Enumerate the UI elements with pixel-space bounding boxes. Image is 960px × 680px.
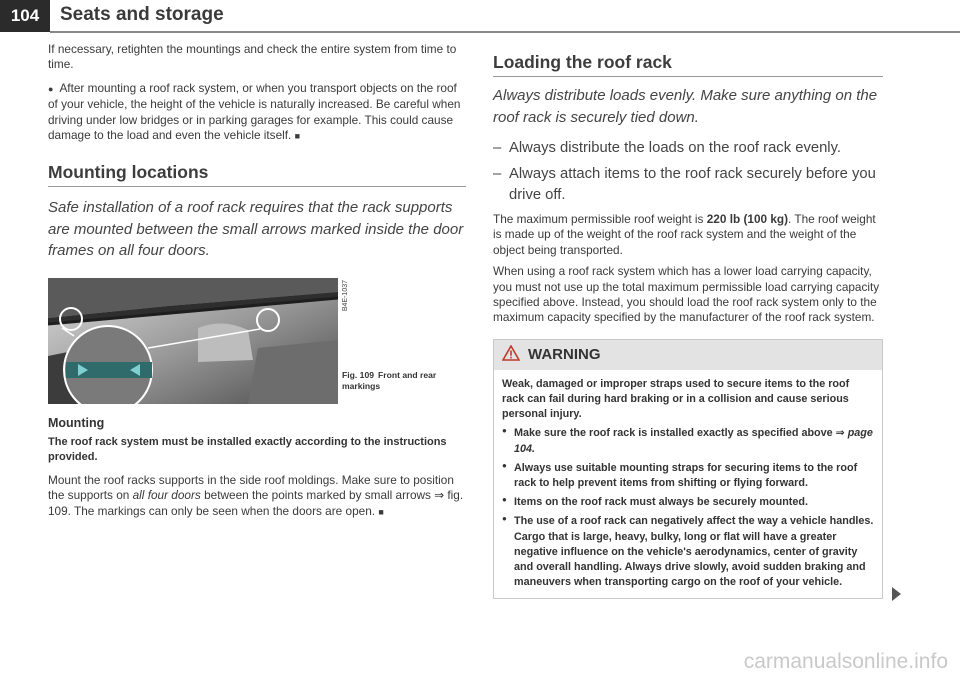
list-item	[493, 164, 883, 206]
figure-code	[342, 280, 349, 311]
warning-body	[494, 370, 882, 599]
warning-intro: Weak, damaged or improper straps used to secure items to the roof rack can fail during hard braking or in a collision and cause serious personal injury.	[502, 377, 850, 421]
figure-caption-text: Front and rear markings	[342, 369, 437, 391]
page-link[interactable]: ⇒ page 104.	[514, 427, 873, 455]
left-column	[48, 42, 466, 520]
end-mark: ■	[378, 506, 384, 517]
mounting-bold-paragraph: The roof rack system must be installed exactly according to the instructions provided.	[48, 435, 447, 463]
bullet: ●	[502, 426, 507, 436]
after-mount-paragraph	[48, 81, 466, 145]
bullet: ●	[48, 83, 54, 94]
after-mount-text: After mounting a roof rack system, or when you transport objects on the roof of your vehicle, the height of the vehicle is naturally increased. Be careful when driving under low bridges or in parking garages for example. This could cause damage to the load and even the vehicle itself.	[48, 80, 461, 143]
list-item	[502, 426, 874, 456]
figure-caption	[342, 370, 467, 392]
lower-capacity-paragraph: When using a roof rack system which has a lower load carrying capacity, you must not use up the total maximum permissible load carrying capacity specified above. Instead, you should load the roof rack system only to the maximum capacity specified by the manufacturer of the roof rack system.	[493, 264, 880, 325]
list-item-text: Always attach items to the roof rack securely before you drive off.	[509, 166, 876, 203]
watermark: carmanualsonline.info	[743, 650, 948, 673]
list-item-text: Always distribute the loads on the roof rack evenly.	[509, 140, 842, 156]
mounting-text-2: between the points marked by small arrows ⇒ fig. 109. The markings can only be seen when the doors are open.	[48, 488, 464, 518]
dash-marker: –	[493, 140, 502, 156]
loading-lead: Always distribute loads evenly. Make sure anything on the roof rack is securely tied down.	[493, 87, 878, 126]
bullet: ●	[502, 460, 507, 470]
mounting-paragraph	[48, 473, 466, 520]
warning-triangle-icon	[502, 345, 528, 365]
mounting-text-emphasis: all four doors	[132, 488, 201, 503]
warning-header	[494, 340, 882, 370]
bullet: ●	[502, 514, 507, 524]
max-weight-text-1: The maximum permissible roof weight is	[493, 212, 707, 226]
warning-bullet-text: Items on the roof rack must always be securely mounted.	[514, 496, 809, 509]
right-column	[493, 52, 883, 599]
max-weight-text-2: . The roof weight is made up of the weight of the roof rack system and the weight of the object being transported.	[493, 212, 876, 257]
door-frame-photo	[48, 278, 338, 404]
loading-heading: Loading the roof rack	[493, 52, 883, 77]
bullet: ●	[502, 495, 507, 505]
list-item	[493, 138, 883, 159]
max-weight-paragraph	[493, 212, 883, 258]
header-rule	[50, 31, 960, 33]
figure-109	[48, 278, 466, 404]
mounting-text-1: Mount the roof racks supports in the side roof moldings. Make sure to position the supports on	[48, 472, 454, 503]
warning-bullet-text: The use of a roof rack can negatively affect the way a vehicle handles. Cargo that is large, heavy, bulky, long or flat will have a greater negative influence on the vehicle's aerodynamics, center of gravity and overall handling. Always drive slowly, avoid sudden braking and maneuvers when transporting cargo on the roof of your vehicle.	[514, 515, 874, 589]
next-page-arrow-icon[interactable]	[892, 587, 901, 601]
warning-box	[493, 339, 883, 600]
mounting-locations-heading: Mounting locations	[48, 162, 466, 187]
list-item	[502, 514, 874, 590]
warning-bullet-text: Always use suitable mounting straps for securing items to the roof rack to help prevent items from shifting or flying forward.	[514, 461, 858, 490]
retighten-paragraph: If necessary, retighten the mountings and check the entire system from time to time.	[48, 42, 457, 72]
page-number: 104	[0, 0, 50, 32]
warning-title: WARNING	[528, 346, 601, 364]
max-weight-value: 220 lb (100 kg)	[706, 212, 789, 226]
dash-marker: –	[493, 166, 502, 182]
end-mark: ■	[294, 131, 301, 142]
list-item	[502, 461, 874, 491]
mounting-heading: Mounting	[48, 415, 105, 430]
figure-number: Fig. 109	[342, 369, 374, 380]
warning-bullet-text: Make sure the roof rack is installed exactly as specified above	[514, 427, 833, 440]
mounting-locations-lead: Safe installation of a roof rack requires that the rack supports are mounted between the small arrows marked inside the door frames on all four doors.	[48, 199, 464, 260]
list-item	[502, 495, 874, 510]
section-title: Seats and storage	[60, 4, 224, 25]
figure-code-text: B4E-1037	[342, 279, 349, 312]
dash-list	[493, 138, 883, 206]
